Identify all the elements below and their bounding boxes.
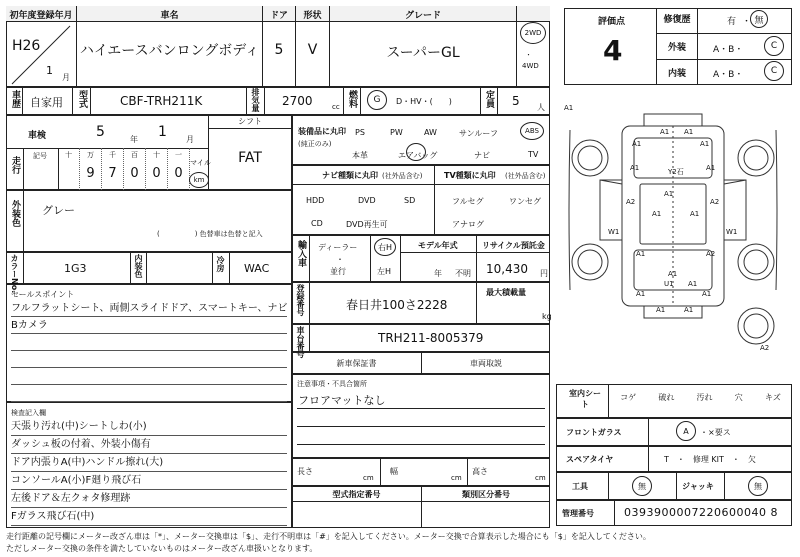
mileage-unit-label: 十 — [153, 151, 160, 159]
color-no-label: カラーNo. — [10, 254, 19, 294]
damage-mark: A1 — [660, 128, 670, 136]
registration-value: 春日井100さ2228 — [346, 298, 448, 312]
mileage-unit-label: 一 — [175, 151, 182, 159]
recycle-unit: 円 — [540, 269, 548, 278]
mileage-label: 走行 — [10, 156, 20, 174]
new-car-warranty: 新車保証書 — [336, 359, 377, 368]
exterior-color-note: ( ) 色替車は色替と記入 — [157, 230, 263, 238]
import-parallel: 並行 — [330, 267, 346, 276]
equip-tv: TV — [528, 150, 539, 159]
inspector-line: ダッシュ板の付着、外装小傷有 — [11, 436, 287, 454]
equip-aw: AW — [424, 128, 437, 137]
tv-label: TV種類に丸印 — [444, 171, 496, 180]
equip-navi: ナビ — [474, 151, 490, 160]
chassis-label: 車台番号 — [296, 326, 305, 358]
capacity-label: 定員 — [484, 90, 494, 108]
displacement-label: 排気量 — [251, 88, 260, 112]
fuel-options: D・HV・( ) — [396, 97, 452, 106]
fuel-label: 燃料 — [347, 90, 357, 108]
damage-mark: A1 — [688, 280, 698, 288]
damage-mark: A1 — [706, 164, 716, 172]
exterior-grades: A・B・ — [713, 45, 744, 55]
color-no-value: 1G3 — [64, 262, 87, 275]
damage-mark: A1 — [636, 250, 646, 258]
damage-mark: A1 — [684, 128, 694, 136]
interior-color-label: 内装色 — [134, 254, 143, 278]
length-label: 長さ — [297, 467, 313, 476]
recycle-value: 10,430 — [486, 262, 528, 276]
dimensions-row — [292, 458, 550, 486]
tools-value-circled: 無 — [632, 476, 652, 496]
repair-yes: 有 — [727, 17, 737, 27]
inspection-month: 1 — [158, 124, 167, 140]
equipment-sub: (純正のみ) — [298, 140, 332, 148]
damage-mark: A1 — [684, 306, 694, 314]
body-shape: V — [307, 42, 318, 58]
repair-no-circled: 無 — [750, 10, 768, 28]
aircon-label: 冷房 — [216, 256, 225, 272]
mileage-digit-cell — [102, 148, 124, 190]
interior-label: 内装 — [667, 69, 686, 79]
inspection-year: 5 — [96, 124, 105, 140]
width-unit: cm — [451, 474, 462, 482]
interior-seat-item: 汚れ — [696, 393, 713, 402]
mileage-digit: 0 — [152, 166, 161, 181]
first-reg-year: H26 — [12, 38, 41, 54]
max-load-unit: kg — [542, 312, 552, 321]
right-hand-circled: 右H — [374, 238, 396, 256]
notes-value: フロアマットなし — [298, 394, 386, 407]
tv-oneseg: ワンセグ — [509, 197, 541, 206]
mileage-unit-label: 千 — [109, 151, 116, 159]
class-number-label: 類別区分番号 — [462, 490, 510, 499]
windshield-a-circled: A — [676, 421, 696, 441]
equip-leather: 本革 — [352, 151, 368, 160]
drive-4wd: 4WD — [522, 62, 539, 70]
sales-point-label: セールスポイント — [11, 290, 75, 299]
interior-seat-item: コゲ — [620, 393, 637, 402]
damage-mark: A1 — [656, 306, 666, 314]
displacement-unit: cc — [332, 103, 340, 111]
width-label: 幅 — [390, 467, 398, 476]
grade-name: スーパーGL — [386, 45, 460, 61]
interior-seat-item: キズ — [764, 393, 781, 402]
interior-grades: A・B・ — [713, 70, 744, 80]
spare-tire-label: スペアタイヤ — [566, 455, 614, 464]
damage-mark: A1 — [636, 290, 646, 298]
import-label: 輸入車 — [296, 240, 306, 267]
footer-line-2: ただしメーター交換の条件を満たしていないものはメーター改ざん車扱いとなります。 — [6, 544, 318, 553]
exterior-label: 外装 — [667, 43, 686, 53]
footer-line-1: 走行距離の記号欄にメーター改ざん車は「*」、メーター交換車は「$」、走行不明車は「#」を記入してください。メーター交換で合算表示した場合にも「$」を記入してください。 — [6, 532, 651, 541]
nav-label: ナビ種類に丸印 — [322, 171, 378, 180]
damage-mark: A1 — [630, 164, 640, 172]
windshield-damage-mark: Y2石 — [668, 168, 684, 176]
car-name-label: 車名 — [77, 7, 262, 21]
usage-value: 自家用 — [30, 96, 63, 109]
first-reg-month-unit: 月 — [62, 73, 70, 82]
tv-analog: アナログ — [452, 220, 484, 229]
nav-hdd: HDD — [306, 196, 325, 205]
equip-sunroof: サンルーフ — [459, 129, 498, 138]
equipment-label: 装備品に丸印 — [298, 127, 346, 136]
sales-point-line — [11, 368, 287, 385]
sales-point-line — [11, 351, 287, 368]
chassis-value: TRH211-8005379 — [378, 331, 484, 345]
tools-label: 工具 — [572, 482, 588, 491]
height-label: 高さ — [472, 467, 488, 476]
damage-mark: A2 — [626, 198, 636, 206]
mileage-digit-cell — [168, 148, 190, 190]
import-dealer: ディーラー — [318, 243, 358, 252]
damage-mark: W1 — [608, 228, 620, 236]
interior-seat-item: 穴 — [734, 393, 743, 402]
mile-label: マイル — [190, 159, 211, 167]
car-diagram-icon — [560, 100, 796, 382]
inspection-year-unit: 年 — [130, 135, 138, 144]
tv-sub: (社外品含む) — [505, 172, 546, 180]
type-designation-label: 型式指定番号 — [332, 490, 381, 499]
length-unit: cm — [363, 474, 374, 482]
damage-mark: A1 — [702, 290, 712, 298]
inspection-month-unit: 月 — [186, 135, 194, 144]
exterior-color-label: 外装色 — [10, 200, 20, 227]
height-unit: cm — [535, 474, 546, 482]
inspector-label: 検査記入欄 — [11, 409, 46, 417]
mileage-unit-label: 百 — [131, 151, 138, 159]
sales-point-line: Bカメラ — [11, 317, 287, 334]
tv-fullseg: フルセグ — [452, 197, 484, 206]
mileage-digit: 0 — [130, 166, 139, 181]
exterior-color-value: グレー — [42, 204, 75, 217]
inspection-label: 車検 — [28, 131, 47, 141]
mileage-digit: 0 — [174, 166, 183, 181]
damage-mark: A1 — [564, 104, 574, 112]
km-circled: km — [189, 172, 209, 188]
notes-label: 注意事項・不具合箇所 — [297, 380, 367, 388]
windshield-rest: ・×要ス — [700, 428, 731, 437]
damage-mark: A1 — [700, 140, 710, 148]
sales-point-line: フルフラットシート、両側スライドドア、スマートキー、ナビ — [11, 300, 287, 317]
door-label: ドア — [263, 7, 295, 21]
airbag-circle-icon — [406, 143, 426, 161]
mileage-digit-cell — [80, 148, 102, 190]
score-value: 4 — [603, 34, 623, 67]
damage-mark: A1 — [668, 270, 678, 278]
nav-dvd-play: DVD再生可 — [346, 220, 388, 229]
mileage-unit-label: 万 — [87, 151, 94, 159]
displacement-value: 2700 — [282, 94, 313, 108]
jack-value-circled: 無 — [748, 476, 768, 496]
left-hand: 左H — [377, 267, 392, 276]
exterior-grade-circled: C — [764, 36, 784, 56]
shift-label: シフト — [238, 117, 262, 126]
owner-manual: 車両取説 — [470, 359, 502, 368]
mileage-digit-cell — [124, 148, 146, 190]
shape-label: 形状 — [296, 7, 329, 21]
door-count: 5 — [274, 42, 284, 58]
nav-sub: (社外品含む) — [382, 172, 423, 180]
mileage-digit: 9 — [86, 166, 95, 181]
spare-tire-options: T ・ 修理 KIT ・ 欠 — [664, 455, 756, 464]
model-year-unknown: 不明 — [455, 269, 471, 278]
shift-value: FAT — [238, 150, 262, 166]
sales-point-line — [11, 385, 287, 402]
damage-mark: A1 — [632, 140, 642, 148]
model-year-unit: 年 — [434, 269, 442, 278]
first-reg-month: 1 — [46, 64, 53, 77]
interior-seat-item: 破れ — [658, 393, 675, 402]
management-value: 0393900007220600040 8 — [624, 506, 778, 519]
capacity-value: 5 — [512, 94, 520, 108]
nav-cd: CD — [311, 219, 323, 228]
sales-point-line — [11, 334, 287, 351]
equip-abs-circled: ABS — [520, 122, 544, 140]
max-load-label: 最大積載量 — [486, 288, 526, 297]
usage-label: 車歴 — [10, 90, 20, 108]
damage-mark: A2 — [706, 250, 716, 258]
car-name: ハイエースバンロングボディ — [79, 43, 260, 59]
repair-label: 修復歴 — [663, 15, 691, 25]
model-code: CBF-TRH211K — [120, 94, 203, 108]
damage-mark: A1 — [690, 210, 700, 218]
mileage-unit-label: 十 — [65, 151, 72, 159]
damage-mark: A2 — [760, 344, 770, 352]
recycle-label: リサイクル預託金 — [482, 241, 545, 250]
damage-mark: A2 — [710, 198, 720, 206]
drive-2wd-circled: 2WD — [520, 22, 546, 44]
inspector-line: Fガラス飛び石(中) — [11, 508, 287, 526]
interior-grade-circled: C — [764, 61, 784, 81]
score-label: 評価点 — [598, 17, 626, 27]
nav-sd: SD — [404, 196, 416, 205]
model-label: 型式 — [77, 90, 87, 108]
damage-mark: U1 — [664, 280, 674, 288]
management-label: 管理番号 — [562, 509, 594, 518]
registration-label: 登録番号 — [296, 284, 305, 316]
mileage-digit-cell — [58, 148, 80, 190]
inspector-line: コンソールA(小)F廻り飛び石 — [11, 472, 287, 490]
inspector-line: 天張り汚れ(中)シートしわ(小) — [11, 418, 287, 436]
interior-seat-items — [609, 392, 792, 406]
exterior-color-block — [6, 190, 292, 252]
inspector-line: 左後ドア＆左クォタ修理跡 — [11, 490, 287, 508]
capacity-unit: 人 — [537, 103, 545, 112]
damage-mark: A1 — [664, 190, 674, 198]
damage-mark: A1 — [652, 210, 662, 218]
inspector-line: ドア内張りA(中)ハンドル擦れ(大) — [11, 454, 287, 472]
equip-pw: PW — [390, 128, 403, 137]
nav-dvd: DVD — [358, 196, 376, 205]
equip-ps: PS — [355, 128, 365, 137]
interior-seat-label: 室内シート — [569, 389, 601, 409]
equip-airbag: エアバッグ — [398, 151, 438, 160]
mileage-digits — [58, 148, 190, 190]
damage-mark: W1 — [726, 228, 738, 236]
model-year-label: モデル年式 — [418, 241, 458, 250]
mileage-digit-cell — [146, 148, 168, 190]
grade-label: グレード — [330, 7, 516, 21]
windshield-label: フロントガラス — [566, 428, 622, 437]
mileage-symbol-label: 記号 — [33, 152, 47, 160]
fuel-gasoline-circled: G — [367, 90, 387, 110]
year-label: 初年度登録年月 — [6, 7, 76, 21]
jack-label: ジャッキ — [682, 482, 714, 491]
mileage-digit: 7 — [108, 166, 117, 181]
aircon-value: WAC — [244, 262, 270, 275]
